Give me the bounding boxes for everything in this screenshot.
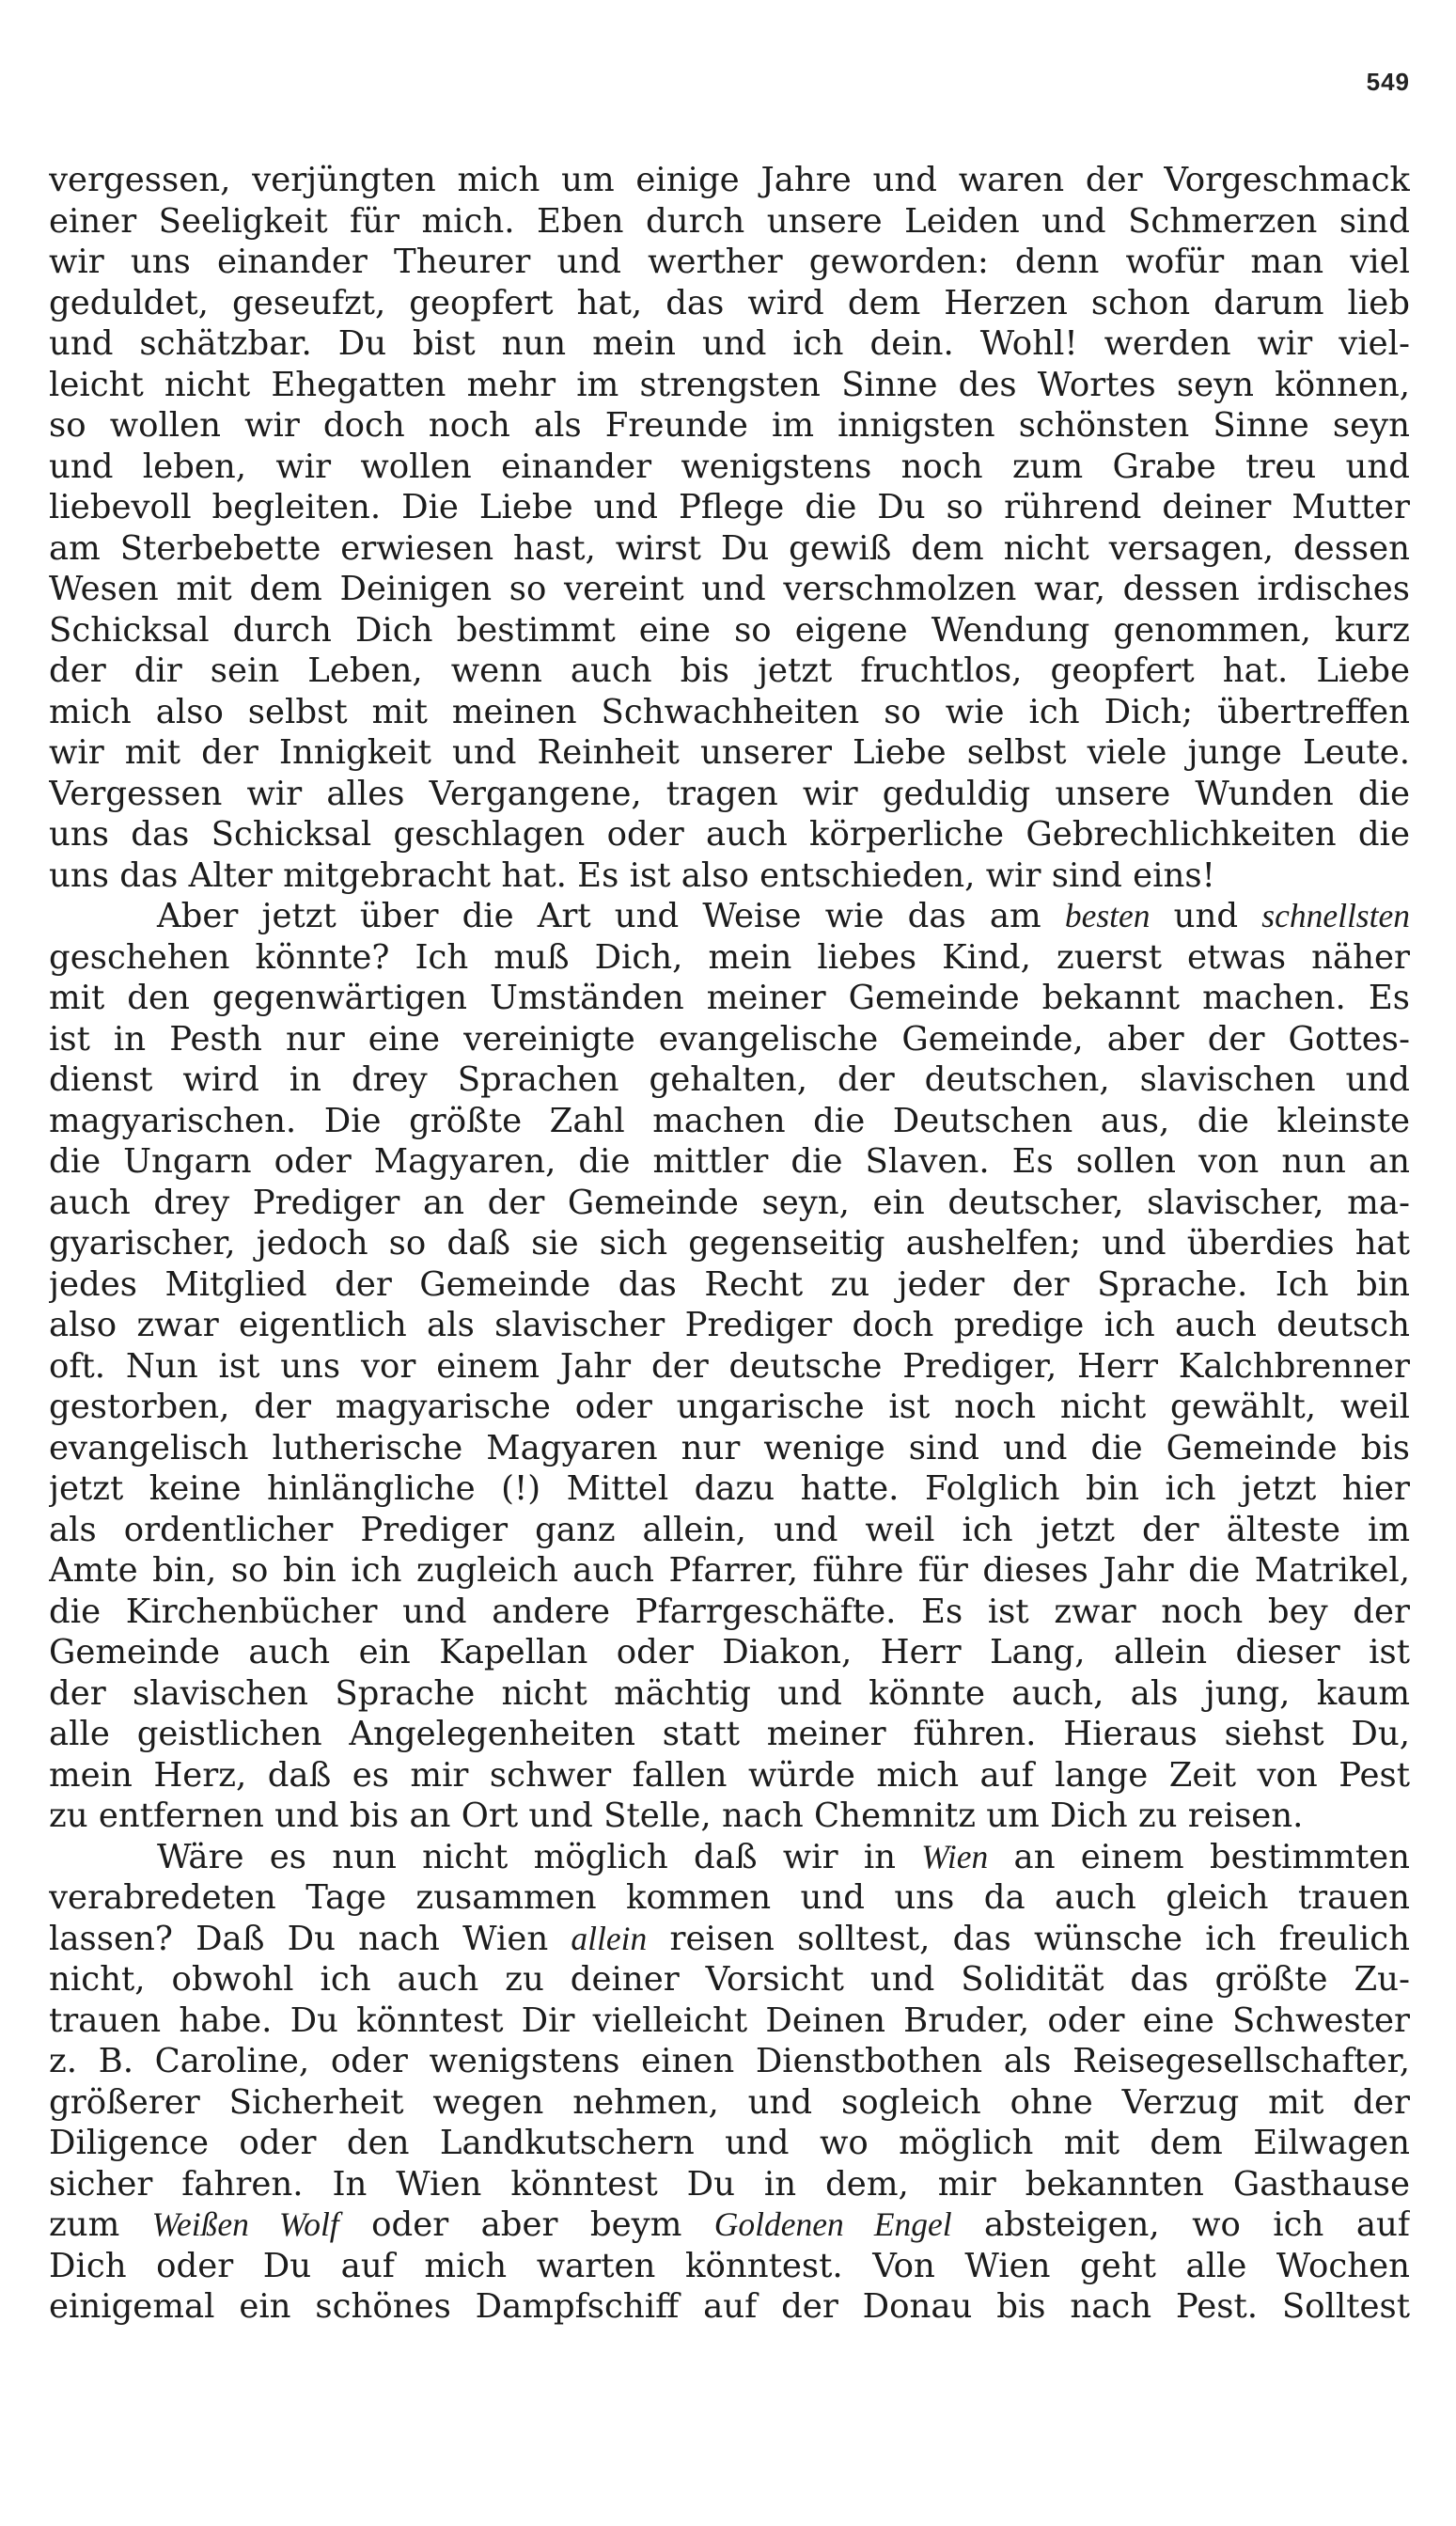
text-line: mein Herz, daß es mir schwer fallen würde mich auf lange Zeit von Pest (49, 1755, 1410, 1795)
text-line: so wollen wir doch noch als Freunde im innigsten schönsten Sinne seyn (49, 406, 1410, 445)
text-segment: lassen? Daß Du nach Wien (49, 1919, 571, 1958)
text-segment: an einem bestimmten (988, 1837, 1410, 1876)
text-line: nicht, obwohl ich auch zu deiner Vorsicht und Solidität das größte Zu- (49, 1960, 1410, 1999)
emphasized-text: Goldenen Engel (713, 2205, 952, 2243)
emphasized-text: Wien (921, 1837, 989, 1875)
text-line: gyarischer, jedoch so daß sie sich gegenseitig aushelfen; und überdies hat (49, 1224, 1410, 1263)
text-line: jedes Mitglied der Gemeinde das Recht zu jeder der Sprache. Ich bin (49, 1264, 1410, 1304)
text-line: zu entfernen und bis an Ort und Stelle, nach Chemnitz um Dich zu reisen. (49, 1796, 1304, 1835)
text-line: einigemal ein schönes Dampfschiff auf der Donau bis nach Pest. Solltest (49, 2287, 1410, 2326)
text-line: evangelisch lutherische Magyaren nur wenige sind und die Gemeinde bis (49, 1428, 1410, 1467)
text-line: und schätzbar. Du bist nun mein und ich dein. Wohl! werden wir viel- (49, 324, 1410, 363)
text-line: magyarischen. Die größte Zahl machen die Deutschen aus, die kleinste (49, 1101, 1410, 1140)
text-line: mich also selbst mit meinen Schwachheiten so wie ich Dich; übertreffen (49, 692, 1410, 731)
text-segment: und (1150, 897, 1262, 935)
text-line: uns das Alter mitgebracht hat. Es ist also entschieden, wir sind eins! (49, 855, 1215, 895)
text-line: Amte bin, so bin ich zugleich auch Pfarrer, führe für dieses Jahr die Matrikel, (49, 1551, 1410, 1590)
text-line: wir uns einander Theurer und werther geworden: denn wofür man viel (49, 243, 1410, 281)
text-line: z. B. Caroline, oder wenigstens einen Dienstbothen als Reisegesellschafter, (49, 2042, 1410, 2080)
text-line: geschehen könnte? Ich muß Dich, mein liebes Kind, zuerst etwas näher (49, 937, 1410, 977)
text-segment: absteigen, wo ich auf (951, 2205, 1410, 2244)
text-line: die Kirchenbücher und andere Pfarrgeschäfte. Es ist zwar noch bey der (49, 1592, 1410, 1631)
text-line: vergessen, verjüngten mich um einige Jahre und waren der Vorgeschmack (49, 161, 1410, 199)
emphasized-text: besten (1064, 897, 1151, 934)
text-line (49, 896, 1410, 937)
text-line: jetzt keine hinlängliche (!) Mittel dazu hatte. Folglich bin ich jetzt hier (49, 1469, 1410, 1508)
text-line: als ordentlicher Prediger ganz allein, und weil ich jetzt der älteste im (49, 1510, 1410, 1549)
text-line: Dich oder Du auf mich warten könntest. Von Wien geht alle Wochen (49, 2246, 1410, 2285)
text-line: Diligence oder den Landkutschern und wo möglich mit dem Eilwagen (49, 2124, 1410, 2162)
text-line (49, 1919, 1410, 1960)
text-line (49, 2204, 1410, 2246)
text-line: Schicksal durch Dich bestimmt eine so eigene Wendung genommen, kurz (49, 610, 1410, 650)
text-line: oft. Nun ist uns vor einem Jahr der deutsche Prediger, Herr Kalchbrenner (49, 1346, 1410, 1386)
text-segment: oder aber beym (338, 2205, 714, 2244)
text-segment: reisen solltest, das wünsche ich freulich (647, 1919, 1410, 1958)
text-line: wir mit der Innigkeit und Reinheit unserer Liebe selbst viele junge Leute. (49, 733, 1410, 772)
text-line: Vergessen wir alles Vergangene, tragen wir geduldig unsere Wunden die (49, 774, 1410, 813)
text-line: verabredeten Tage zusammen kommen und uns da auch gleich trauen (49, 1878, 1410, 1917)
text-line: alle geistlichen Angelegenheiten statt meiner führen. Hieraus siehst Du, (49, 1715, 1410, 1753)
text-line: leicht nicht Ehegatten mehr im strengsten Sinne des Wortes seyn können, (49, 365, 1410, 404)
page-number: 549 (1366, 68, 1410, 96)
text-line: trauen habe. Du könntest Dir vielleicht Deinen Bruder, oder eine Schwester (49, 2000, 1410, 2040)
text-line (49, 1837, 1410, 1878)
text-line: Gemeinde auch ein Kapellan oder Diakon, Herr Lang, allein dieser ist (49, 1633, 1410, 1671)
emphasized-text: schnellsten (1261, 897, 1410, 934)
text-line: liebevoll begleiten. Die Liebe und Pflege die Du so rührend deiner Mutter (49, 488, 1410, 526)
text-line: auch drey Prediger an der Gemeinde seyn, ein deutscher, slavischer, ma- (49, 1183, 1410, 1222)
text-line: uns das Schicksal geschlagen oder auch körperliche Gebrechlichkeiten die (49, 815, 1410, 854)
text-line: die Ungarn oder Magyaren, die mittler die Slaven. Es sollen von nun an (49, 1142, 1410, 1181)
text-line: ist in Pesth nur eine vereinigte evangelische Gemeinde, aber der Gottes- (49, 1019, 1410, 1059)
emphasized-text: Weißen Wolf (151, 2205, 339, 2243)
text-line: mit den gegenwärtigen Umständen meiner Gemeinde bekannt machen. Es (49, 979, 1410, 1017)
text-segment: zum (49, 2205, 152, 2244)
text-line: und leben, wir wollen einander wenigstens noch zum Grabe treu und (49, 447, 1410, 486)
text-line: größerer Sicherheit wegen nehmen, und sogleich ohne Verzug mit der (49, 2082, 1410, 2122)
text-line: einer Seeligkeit für mich. Eben durch unsere Leiden und Schmerzen sind (49, 201, 1410, 241)
text-segment: Wäre es nun nicht möglich daß wir in (157, 1837, 922, 1876)
text-line: der slavischen Sprache nicht mächtig und könnte auch, als jung, kaum (49, 1673, 1410, 1713)
text-line: der dir sein Leben, wenn auch bis jetzt fruchtlos, geopfert hat. Liebe (49, 651, 1410, 690)
text-line: am Sterbebette erwiesen hast, wirst Du gewiß dem nicht versagen, dessen (49, 528, 1410, 568)
text-line: sicher fahren. In Wien könntest Du in dem, mir bekannten Gasthause (49, 2164, 1410, 2204)
text-line: dienst wird in drey Sprachen gehalten, der deutschen, slavischen und (49, 1060, 1410, 1099)
text-line: geduldet, geseufzt, geopfert hat, das wird dem Herzen schon darum lieb (49, 283, 1410, 322)
text-segment: Aber jetzt über die Art und Weise wie das am (157, 897, 1065, 935)
letter-body (49, 160, 1410, 2328)
emphasized-text: allein (571, 1919, 648, 1957)
text-line: also zwar eigentlich als slavischer Prediger doch predige ich auch deutsch (49, 1306, 1410, 1344)
text-line: gestorben, der magyarische oder ungarische ist noch nicht gewählt, weil (49, 1388, 1410, 1426)
text-line: Wesen mit dem Deinigen so vereint und verschmolzen war, dessen irdisches (49, 570, 1410, 608)
